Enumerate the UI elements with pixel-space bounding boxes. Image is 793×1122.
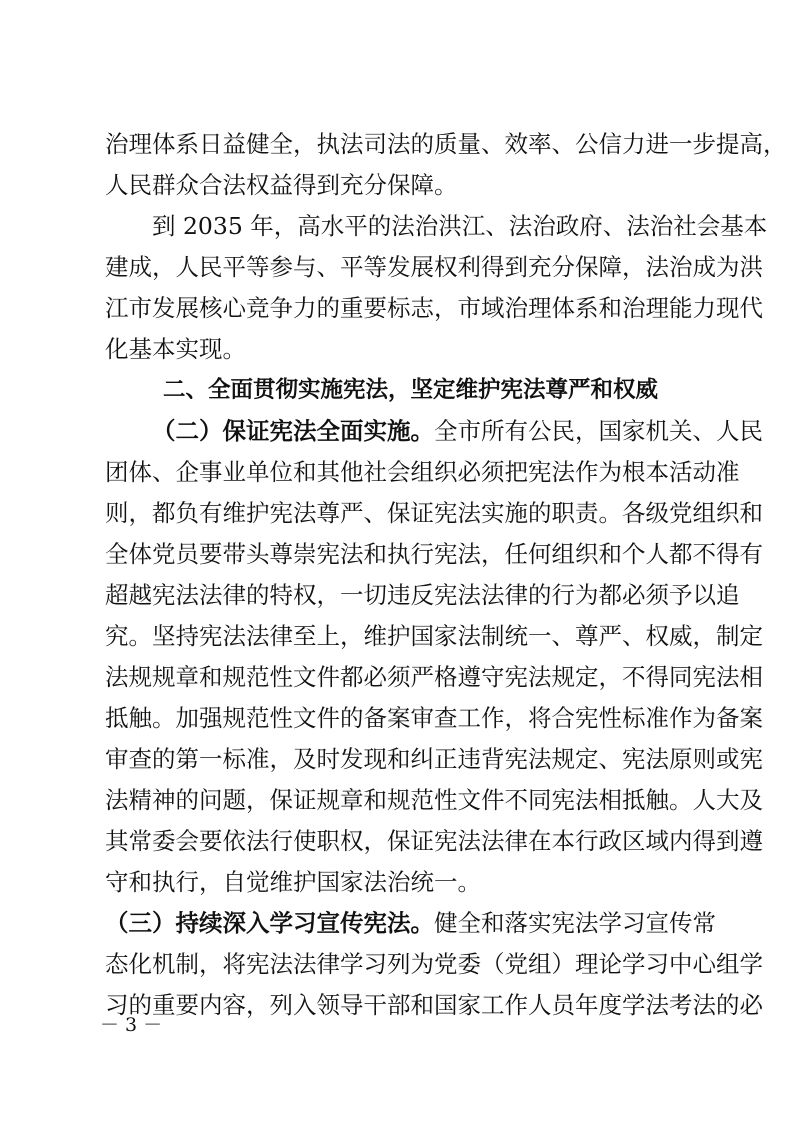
body-line: 审查的第一标准，及时发现和纠正违背宪法规定、宪法原则或宪	[105, 745, 763, 773]
body-line: 人民群众合法权益得到充分保障。	[105, 171, 458, 199]
body-line: 江市发展核心竞争力的重要标志，市域治理体系和治理能力现代	[105, 294, 763, 322]
body-line: 到 2035 年，高水平的法治洪江、法治政府、法治社会基本	[152, 212, 768, 240]
body-line: 全体党员要带头尊崇宪法和执行宪法，任何组织和个人都不得有	[105, 540, 763, 568]
body-line: 团体、企事业单位和其他社会组织必须把宪法作为根本活动准	[105, 458, 740, 486]
body-line: 法规规章和规范性文件都必须严格遵守宪法规定，不得同宪法相	[105, 663, 763, 691]
body-line: 守和执行，自觉维护国家法治统一。	[105, 868, 481, 896]
body-line: 超越宪法法律的特权，一切违反宪法法律的行为都必须予以追	[105, 581, 740, 609]
section3-lead-line	[105, 906, 716, 940]
body-line: 则，都负有维护宪法尊严、保证宪法实施的职责。各级党组织和	[105, 499, 763, 527]
body-line: 治理体系日益健全，执法司法的质量、效率、公信力进一步提高，	[105, 130, 787, 158]
body-line: 究。坚持宪法法律至上，维护国家法制统一、尊严、权威，制定	[105, 622, 763, 650]
section2-lead-title: （二）保证宪法全面实施。	[152, 417, 434, 445]
body-line: 法精神的问题，保证规章和规范性文件不同宪法相抵触。人大及	[105, 786, 763, 814]
section3-lead-text: 健全和落实宪法学习宣传常	[434, 909, 716, 937]
section-heading: 二、全面贯彻实施宪法，坚定维护宪法尊严和权威	[163, 377, 659, 403]
section2-lead-text: 全市所有公民，国家机关、人民	[434, 417, 763, 445]
body-line: 抵触。加强规范性文件的备案审查工作，将合宪性标准作为备案	[105, 704, 763, 732]
body-line: 其常委会要依法行使职权，保证宪法法律在本行政区域内得到遵	[105, 827, 763, 855]
body-line: 习的重要内容，列入领导干部和国家工作人员年度学法考法的必	[105, 991, 763, 1019]
body-line: 化基本实现。	[105, 335, 246, 363]
page-number: － 3 －	[100, 1014, 163, 1036]
body-line: 建成，人民平等参与、平等发展权利得到充分保障，法治成为洪	[105, 253, 763, 281]
section2-lead-line	[152, 414, 763, 448]
body-line: 态化机制，将宪法法律学习列为党委（党组）理论学习中心组学	[105, 950, 763, 978]
section3-lead-title: （三）持续深入学习宣传宪法。	[105, 909, 434, 937]
